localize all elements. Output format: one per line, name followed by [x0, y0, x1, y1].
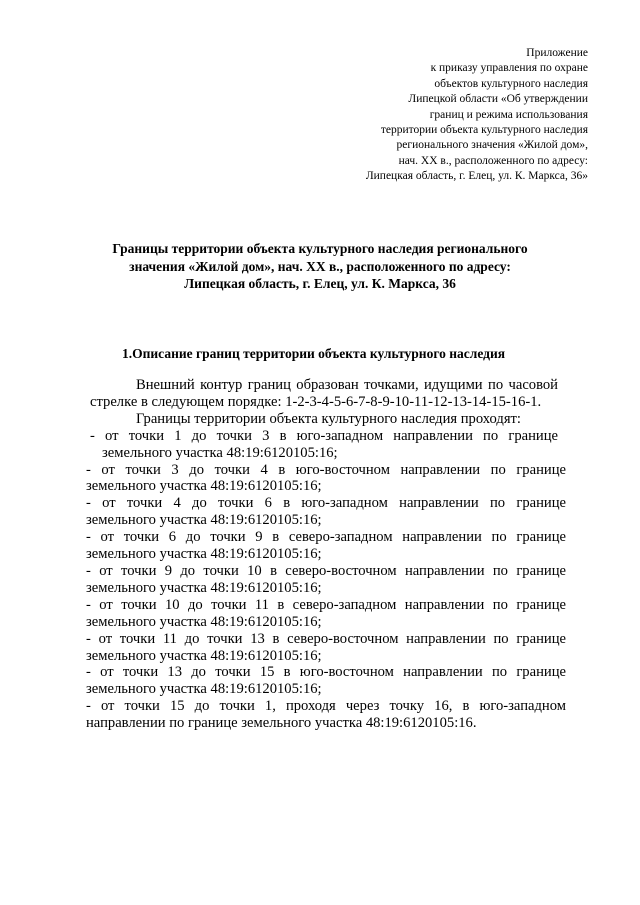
- border-segment-item: [86, 529, 566, 563]
- appendix-line: объектов культурного наследия: [434, 77, 588, 90]
- item-line: направлении по границе земельного участка 48:19:6120105:16.: [86, 715, 477, 732]
- item-line: - от точки 3 до точки 4 в юго-восточном направлении по границе: [86, 461, 566, 478]
- item-line: земельного участка 48:19:6120105:16;: [86, 613, 322, 630]
- appendix-line: регионального значения «Жилой дом»,: [396, 139, 588, 152]
- appendix-line: территории объекта культурного наследия: [380, 124, 588, 137]
- item-line: земельного участка 48:19:6120105:16;: [102, 444, 338, 461]
- border-segment-item: [86, 664, 566, 698]
- appendix-line: к приказу управления по охране: [430, 62, 588, 75]
- title-line: Границы территории объекта культурного наследия регионального: [112, 241, 528, 256]
- item-line: земельного участка 48:19:6120105:16;: [86, 681, 322, 698]
- border-segment-item: [90, 428, 558, 462]
- lead-paragraph: Границы территории объекта культурного наследия проходят:: [136, 410, 521, 427]
- item-line: земельного участка 48:19:6120105:16;: [86, 478, 322, 495]
- border-segment-item: [86, 698, 566, 732]
- item-line: земельного участка 48:19:6120105:16;: [86, 512, 322, 529]
- border-segment-item: [86, 631, 566, 665]
- section-heading: 1.Описание границ территории объекта культурного наследия: [122, 346, 506, 361]
- title-line: Липецкая область, г. Елец, ул. К. Маркса, 36: [184, 276, 456, 291]
- item-line: - от точки 15 до точки 1, проходя через точку 16, в юго-западном: [86, 698, 566, 715]
- appendix-note: [288, 46, 588, 185]
- intro-paragraph: [90, 377, 558, 411]
- intro-line: стрелке в следующем порядке: 1-2-3-4-5-6-7-8-9-10-11-12-13-14-15-16-1.: [90, 393, 542, 410]
- border-segment-item: [86, 462, 566, 496]
- border-segment-item: [86, 597, 566, 631]
- border-segment-item: [86, 495, 566, 529]
- appendix-line: Липецкой области «Об утверждении: [408, 93, 588, 106]
- item-line: земельного участка 48:19:6120105:16;: [86, 546, 322, 563]
- item-line: земельного участка 48:19:6120105:16;: [86, 579, 322, 596]
- section-body: [86, 377, 566, 732]
- item-line: земельного участка 48:19:6120105:16;: [86, 647, 322, 664]
- appendix-line: Липецкая область, г. Елец, ул. К. Маркса, 36»: [365, 170, 588, 183]
- item-line: - от точки 6 до точки 9 в северо-западном направлении по границе: [86, 529, 566, 546]
- item-line: - от точки 9 до точки 10 в северо-восточном направлении по границе: [86, 562, 566, 579]
- item-line: - от точки 11 до точки 13 в северо-восточном направлении по границе: [86, 630, 566, 647]
- appendix-line: границ и режима использования: [429, 108, 588, 121]
- item-line: - от точки 10 до точки 11 в северо-западном направлении по границе: [86, 596, 566, 613]
- document-title: [60, 240, 580, 293]
- border-segment-item: [86, 563, 566, 597]
- item-line: - от точки 4 до точки 6 в юго-западном направлении по границе: [86, 495, 566, 512]
- intro-line: Внешний контур границ образован точками, идущими по часовой: [136, 377, 558, 393]
- item-line: - от точки 13 до точки 15 в юго-восточном направлении по границе: [86, 664, 566, 681]
- appendix-line: нач. XX в., расположенного по адресу:: [398, 154, 588, 167]
- title-line: значения «Жилой дом», нач. XX в., расположенного по адресу:: [129, 258, 511, 274]
- item-line: - от точки 1 до точки 3 в юго-западном направлении по границе: [90, 427, 558, 444]
- appendix-line: Приложение: [526, 47, 588, 59]
